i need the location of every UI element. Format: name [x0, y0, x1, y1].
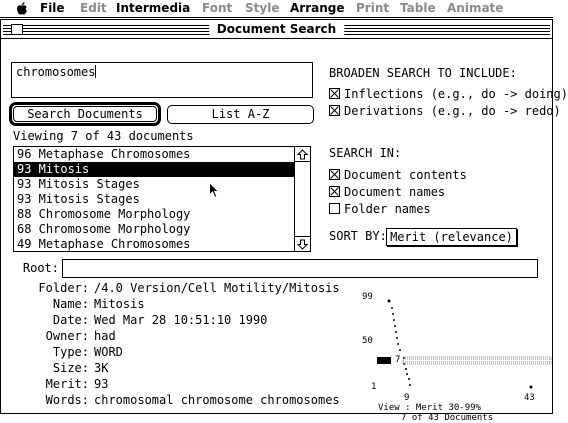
menu-table[interactable]: Table	[400, 1, 436, 15]
graph-view-label: View : Merit 30-99%	[378, 403, 481, 413]
document-names-label: Document names	[344, 185, 446, 199]
merit-value: 93	[94, 377, 109, 391]
merit-dots	[341, 292, 552, 412]
menu-print[interactable]: Print	[356, 1, 390, 15]
arrow-cursor-icon	[209, 182, 220, 199]
derivations-label: Derivations (e.g., do -> redo)	[344, 104, 561, 118]
search-documents-button[interactable]	[9, 102, 161, 126]
name-value: Mitosis	[94, 297, 145, 311]
merit-label: Merit:	[45, 377, 89, 391]
menu-animate[interactable]: Animate	[447, 1, 504, 15]
results-scrollbar[interactable]	[294, 147, 310, 251]
size-label: Size:	[52, 361, 89, 375]
close-box-icon[interactable]	[11, 24, 23, 35]
search-query-text: chromosomes	[16, 65, 96, 79]
search-in-heading: SEARCH IN:	[329, 146, 402, 160]
list-item-selected[interactable]: 93 Mitosis	[14, 162, 294, 177]
graph-y-bottom: 1	[371, 382, 377, 392]
search-query-input[interactable]	[11, 62, 313, 98]
document-search-window	[0, 19, 568, 423]
document-contents-label: Document contents	[344, 168, 467, 182]
menu-edit[interactable]: Edit	[80, 1, 107, 15]
list-item[interactable]: 49 Metaphase Chromosomes	[17, 237, 191, 251]
text-caret	[95, 65, 96, 78]
menu-intermedia[interactable]: Intermedia	[116, 1, 191, 15]
folder-label: Folder:	[38, 281, 89, 295]
sort-by-label: SORT BY:	[329, 229, 387, 243]
list-a-z-button[interactable]: List A-Z	[167, 105, 314, 124]
graph-count-label: 7 of 43 Documents	[401, 413, 494, 423]
folder-value: /4.0 Version/Cell Motility/Mitosis	[94, 281, 340, 295]
list-item[interactable]: 88 Chromosome Morphology	[17, 207, 191, 221]
folder-names-option[interactable]	[329, 202, 431, 216]
window-title: Document Search	[209, 21, 344, 37]
list-item[interactable]: 93 Mitosis Stages	[17, 192, 140, 206]
words-value: chromosomal chromosome chromosomes	[94, 393, 340, 407]
sort-by-popup[interactable]: Merit (relevance)	[386, 228, 517, 246]
graph-x-right: 43	[524, 393, 535, 403]
scroll-up-arrow-icon[interactable]	[295, 147, 310, 162]
document-names-option[interactable]	[329, 185, 445, 199]
document-names-checkbox[interactable]	[329, 186, 340, 197]
search-documents-label: Search Documents	[13, 106, 157, 122]
inflections-checkbox[interactable]	[329, 88, 340, 99]
derivations-checkbox[interactable]	[329, 105, 340, 116]
menu-style[interactable]: Style	[245, 1, 280, 15]
inflections-label: Inflections (e.g., do -> doing)	[344, 87, 568, 101]
size-value: 3K	[94, 361, 109, 375]
apple-menu-icon[interactable]	[16, 2, 28, 15]
menu-arrange[interactable]: Arrange	[290, 1, 345, 15]
list-item[interactable]: 96 Metaphase Chromosomes	[17, 147, 191, 161]
type-value: WORD	[94, 345, 123, 359]
folder-names-label: Folder names	[344, 202, 431, 216]
document-contents-option[interactable]	[329, 168, 467, 182]
derivations-option[interactable]	[329, 104, 561, 118]
document-contents-checkbox[interactable]	[329, 169, 340, 180]
list-item[interactable]: 93 Mitosis Stages	[17, 177, 140, 191]
type-label: Type:	[52, 345, 89, 359]
graph-x-left: 9	[404, 393, 410, 403]
results-list[interactable]	[13, 146, 311, 252]
menu-file[interactable]: File	[40, 1, 65, 15]
menu-bar	[0, 0, 553, 18]
name-label: Name:	[52, 297, 89, 311]
date-label: Date:	[52, 313, 89, 327]
graph-marker: 7	[395, 355, 401, 365]
graph-y-mid: 50	[362, 336, 373, 346]
menu-font[interactable]: Font	[202, 1, 233, 15]
list-item[interactable]: 68 Chromosome Morphology	[17, 222, 191, 236]
words-label: Words:	[45, 393, 89, 407]
title-bar[interactable]	[1, 20, 552, 39]
merit-distribution-graph[interactable]	[341, 292, 552, 423]
broaden-heading: BROADEN SEARCH TO INCLUDE:	[329, 66, 517, 80]
graph-y-top: 99	[362, 292, 373, 302]
root-label: Root:	[22, 261, 59, 275]
inflections-option[interactable]	[329, 87, 568, 101]
window-content	[1, 40, 568, 423]
owner-value: had	[94, 329, 116, 343]
owner-label: Owner:	[45, 329, 89, 343]
results-summary: Viewing 7 of 43 documents	[13, 129, 194, 143]
scroll-down-arrow-icon[interactable]	[295, 236, 310, 251]
root-input[interactable]	[62, 259, 538, 278]
folder-names-checkbox[interactable]	[329, 203, 340, 214]
date-value: Wed Mar 28 10:51:10 1990	[94, 313, 268, 327]
